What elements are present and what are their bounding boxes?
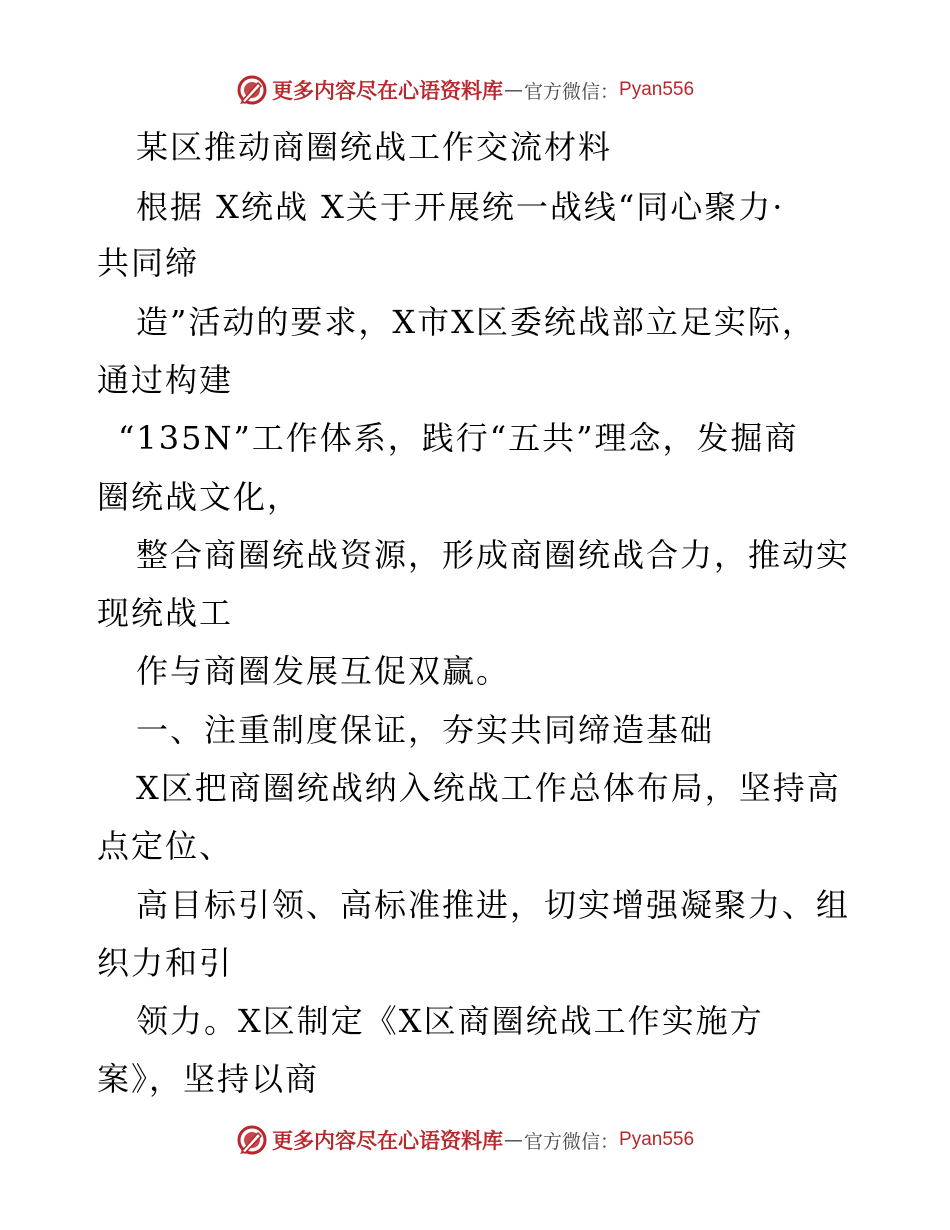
paragraph-line: 领力。X区制定《X区商圈统战工作实施方 xyxy=(136,1002,764,1040)
banner-wechat-label: 官方微信： xyxy=(524,80,620,103)
banner-separator: — xyxy=(504,79,523,101)
paragraph-line: 高目标引领、高标准推进，切实增强凝聚力、组 xyxy=(136,886,851,924)
paragraph-line: 共同缔 xyxy=(97,244,200,282)
pen-logo-icon xyxy=(236,74,268,106)
paragraph-line: “135N”工作体系，践行“五共”理念，发掘商 xyxy=(118,419,799,457)
paragraph-line: 案》，坚持以商 xyxy=(97,1060,320,1098)
banner-wechat-id: Pyan556 xyxy=(619,1129,695,1150)
paragraph-line: 织力和引 xyxy=(97,944,234,982)
paragraph-line: 造”活动的要求，X市X区委统战部立足实际， xyxy=(136,303,816,341)
section-heading: 一、注重制度保证，夯实共同缔造基础 xyxy=(136,711,715,749)
banner-text: 更多内容尽在心语资料库 xyxy=(272,78,503,103)
paragraph-line: X区把商圈统战纳入统战工作总体布局，坚持高 xyxy=(136,769,841,807)
paragraph-line: 通过构建 xyxy=(97,361,234,399)
banner-wechat-id: Pyan556 xyxy=(619,79,695,100)
paragraph-line: 整合商圈统战资源，形成商圈统战合力，推动实 xyxy=(136,536,851,574)
banner-separator: — xyxy=(504,1129,523,1151)
paragraph-line: 圈统战文化， xyxy=(97,478,302,516)
banner-wechat-label: 官方微信： xyxy=(524,1130,620,1153)
document-title: 某区推动商圈统战工作交流材料 xyxy=(136,128,613,166)
banner-text: 更多内容尽在心语资料库 xyxy=(272,1128,503,1153)
paragraph-line: 根据 X统战 X关于开展统一战线“同心聚力· xyxy=(136,188,785,226)
paragraph-line: 作与商圈发展互促双赢。 xyxy=(136,652,511,690)
footer-banner xyxy=(236,1123,694,1157)
header-banner xyxy=(236,73,694,107)
pen-logo-icon xyxy=(236,1124,268,1156)
paragraph-line: 点定位、 xyxy=(97,827,234,865)
paragraph-line: 现统战工 xyxy=(97,594,234,632)
